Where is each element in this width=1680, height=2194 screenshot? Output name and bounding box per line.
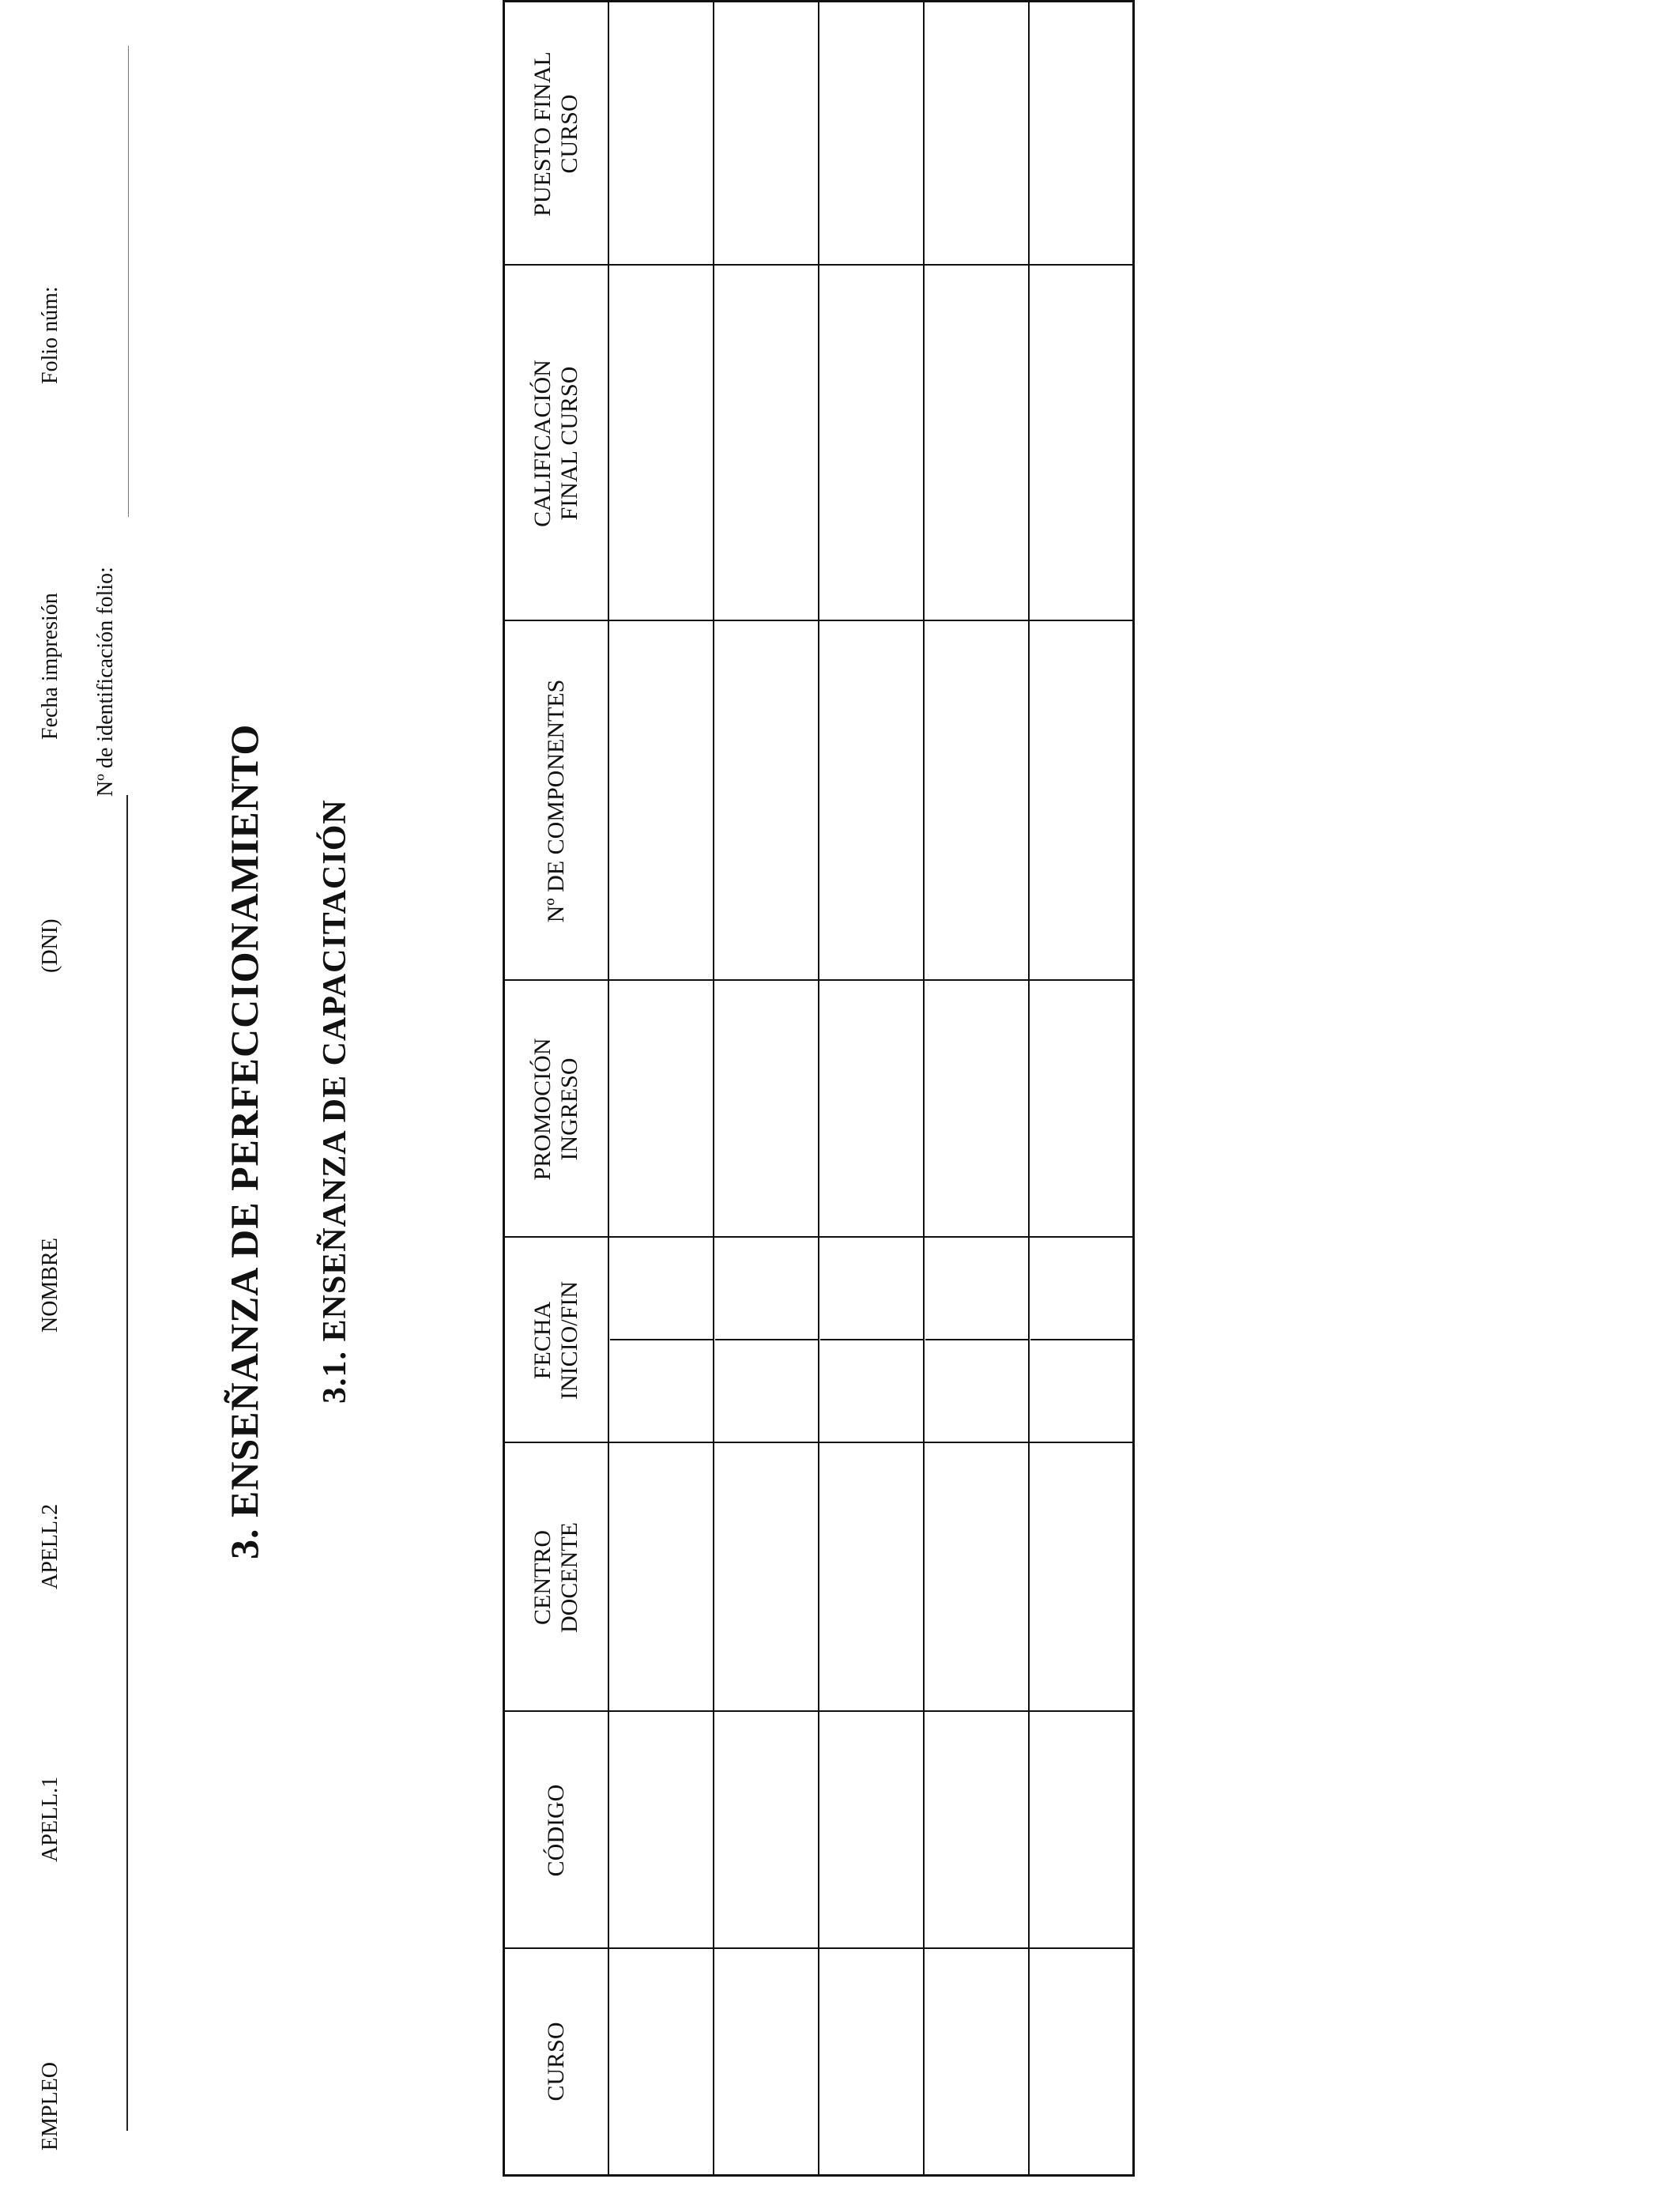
row-divider bbox=[818, 2, 819, 2174]
col-centro-docente: CENTRO DOCENTE bbox=[529, 1522, 582, 1633]
folio-num-label: Folio núm: bbox=[38, 286, 62, 384]
col-fecha-inicio-fin: FECHA INICIO/FIN bbox=[529, 1281, 582, 1400]
col-calificacion-final: CALIFICACIÓN FINAL CURSO bbox=[529, 360, 582, 527]
identificacion-folio-field[interactable] bbox=[128, 46, 129, 517]
apell1-label: APELL.1 bbox=[38, 1776, 62, 1862]
subsection-title: 3.1. ENSEÑANZA DE CAPACITACIÓN bbox=[317, 799, 353, 1404]
header-underline bbox=[126, 795, 128, 2131]
col-num-componentes: Nº DE COMPONENTES bbox=[543, 679, 569, 923]
row-divider bbox=[608, 2, 609, 2174]
col-promocion-ingreso: PROMOCIÓN INGRESO bbox=[529, 1038, 582, 1181]
fecha-split bbox=[925, 1339, 1028, 1340]
nombre-label: NOMBRE bbox=[38, 1238, 62, 1333]
col-codigo: CÓDIGO bbox=[543, 1784, 569, 1877]
col-puesto-final: PUESTO FINAL CURSO bbox=[529, 51, 582, 217]
row-divider bbox=[923, 2, 925, 2174]
fecha-split bbox=[715, 1339, 818, 1340]
fecha-split bbox=[1030, 1339, 1133, 1340]
fecha-impresion-label: Fecha impresión bbox=[38, 593, 62, 740]
fecha-split bbox=[610, 1339, 713, 1340]
row-divider bbox=[1028, 2, 1030, 2174]
identificacion-folio-label: Nº de identificación folio: bbox=[93, 567, 118, 797]
col-curso: CURSO bbox=[543, 2022, 569, 2102]
empleo-label: EMPLEO bbox=[38, 2062, 62, 2151]
dni-label: (DNI) bbox=[38, 918, 62, 973]
fecha-split bbox=[820, 1339, 923, 1340]
capacitacion-table bbox=[503, 0, 1135, 2177]
section-title: 3. ENSEÑANZA DE PERFECCIONAMIENTO bbox=[222, 723, 266, 1559]
apell2-label: APELL.2 bbox=[38, 1503, 62, 1589]
row-divider bbox=[713, 2, 714, 2174]
